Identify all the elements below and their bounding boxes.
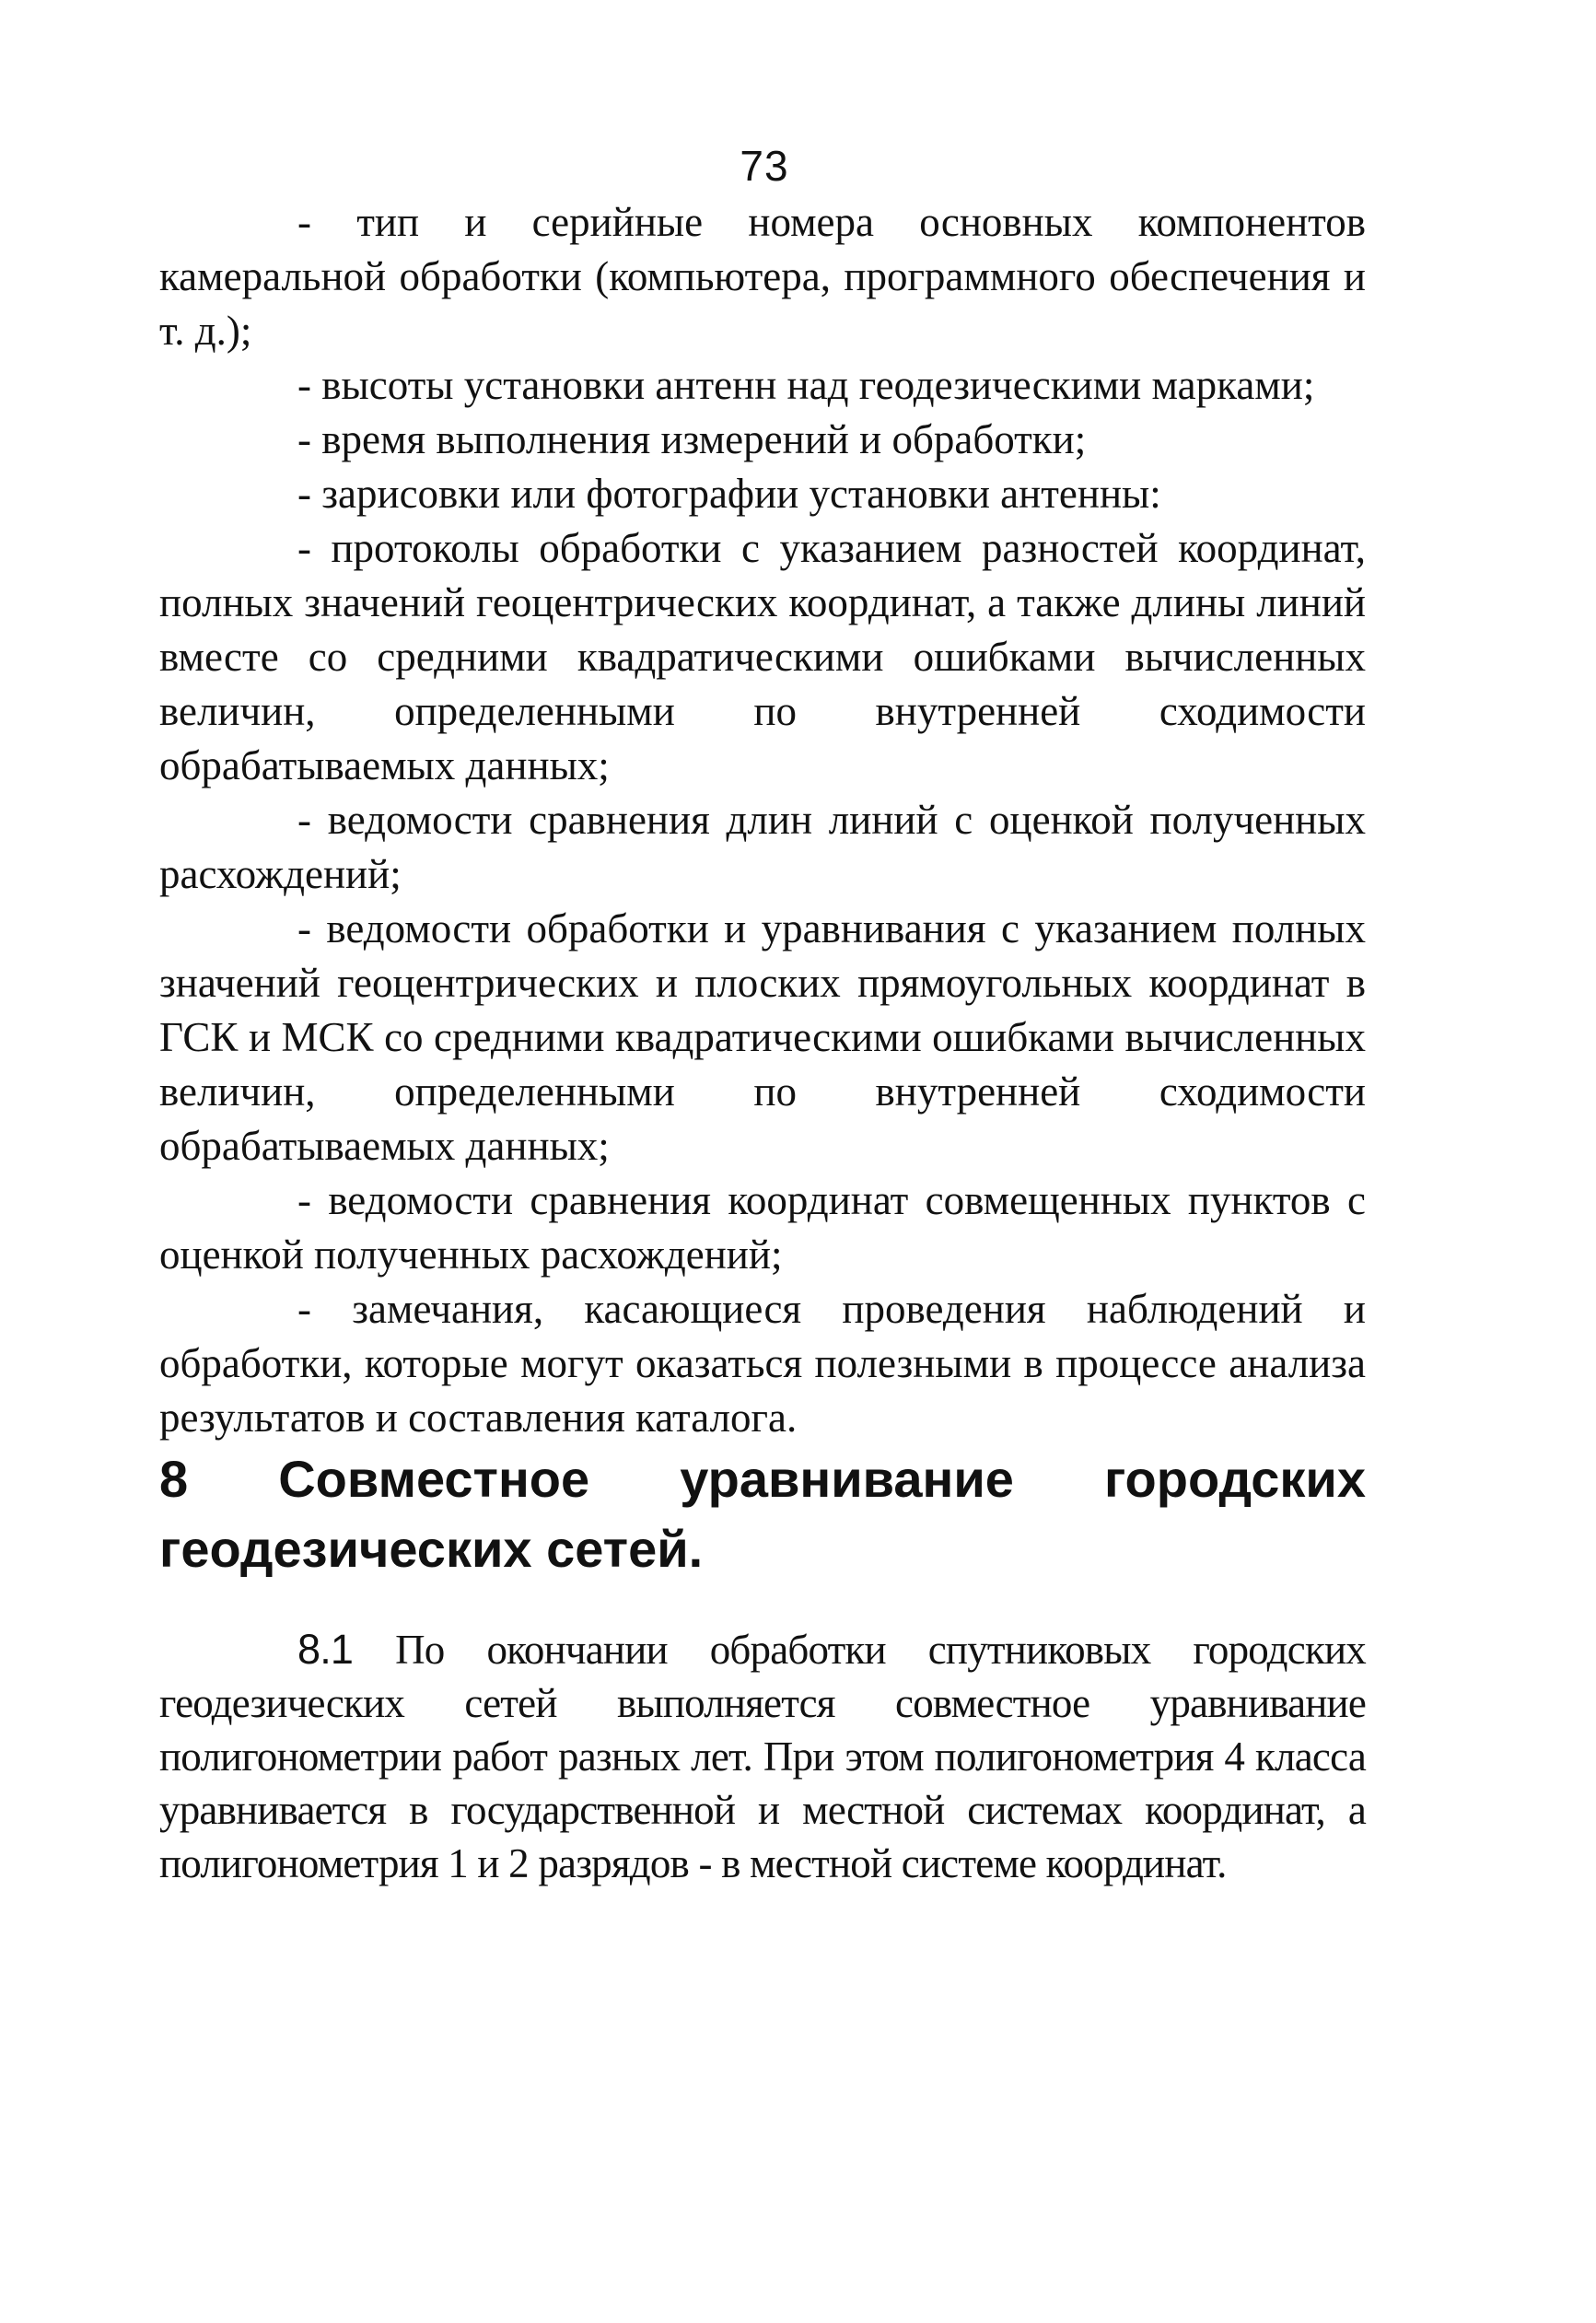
list-item: - время выполнения измерений и обработки; bbox=[297, 416, 1087, 462]
list-item: - тип и серийные номера основных компонентов камеральной обработки (компьютера, программного обеспечения и т. д.); bbox=[159, 199, 1366, 354]
section-heading-line-2: геодезических сетей. bbox=[159, 1520, 704, 1578]
page-number: 73 bbox=[740, 142, 789, 190]
section-heading-line-1: 8 Совместное уравнивание городских bbox=[159, 1450, 1366, 1508]
requirements-list bbox=[159, 195, 1366, 1445]
section-heading bbox=[159, 1444, 1366, 1584]
list-item: - зарисовки или фотографии установки антенны: bbox=[297, 471, 1161, 517]
list-item: - замечания, касающиеся проведения наблюдений и обработки, которые могут оказаться полезными в процессе анализа результатов и составления каталога. bbox=[159, 1286, 1366, 1441]
list-item: - ведомости сравнения координат совмещенных пунктов с оценкой полученных расхождений; bbox=[159, 1177, 1366, 1278]
paragraph-number: 8.1 bbox=[297, 1626, 354, 1673]
list-item: - ведомости сравнения длин линий с оценкой полученных расхождений; bbox=[159, 797, 1366, 897]
section-paragraph bbox=[159, 1623, 1366, 1890]
list-item: - высоты установки антенн над геодезическими марками; bbox=[297, 362, 1315, 408]
list-item: - ведомости обработки и уравнивания с указанием полных значений геоцентрических и плоских прямоугольных координат в ГСК и МСК со средними квадратическими ошибками вычисленных величин, определенными по внутренней сходимости обрабатываемых данных; bbox=[159, 905, 1366, 1169]
list-item: - протоколы обработки с указанием разностей координат, полных значений геоцентрических координат, а также длины линий вместе со средними квадратическими ошибками вычисленных величин, определенными по внутренней сходимости обрабатываемых данных; bbox=[159, 525, 1366, 788]
paragraph-text: По окончании обработки спутниковых городских геодезических сетей выполняется совместное уравнивание полигонометрии работ разных лет. При этом полигонометрия 4 класса уравнивается в государственной и местной системах координат, а полигонометрия 1 и 2 разрядов - в местной системе координат. bbox=[159, 1627, 1366, 1886]
